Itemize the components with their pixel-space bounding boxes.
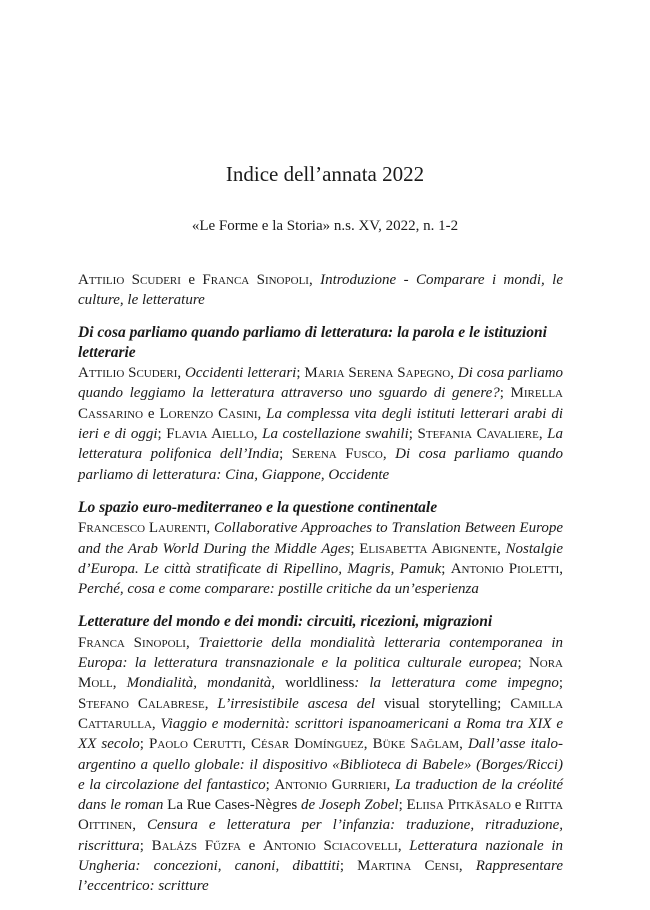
page-title: Indice dell’annata 2022 bbox=[225, 162, 425, 186]
author-name: Serena Fusco bbox=[291, 446, 383, 463]
conjunction: , bbox=[363, 736, 373, 753]
author-name: Antonio Sciacovelli bbox=[263, 837, 398, 854]
article-title-part: worldliness bbox=[285, 675, 355, 692]
article-title-part: : la letteratura come impegno bbox=[354, 675, 559, 692]
sections-container bbox=[78, 323, 563, 897]
separator: , bbox=[308, 272, 321, 288]
article-title: La costellazione swahili bbox=[262, 426, 409, 443]
conjunction: e bbox=[143, 405, 160, 422]
article-title: La letteratura polifonica dell’India bbox=[78, 426, 563, 463]
author-name: Attilio Scuderi bbox=[78, 365, 178, 382]
author-name: Eliisa Pitkäsalo bbox=[406, 797, 511, 814]
author-name: Stefania Cavaliere bbox=[417, 426, 539, 443]
author-name: Martina Censi bbox=[357, 858, 459, 875]
author-name: Antonio Gurrieri bbox=[274, 776, 387, 793]
section-entries: Francesco Laurenti, Collaborative Approaches to Translation Between Europe and the Arab World During the Middle Ages; Elisabetta Abignente, Nostalgie d’Europa. Le città stratificate di Ripellino, Magris, Pamuk; Antonio Pioletti, Perché, cosa e come comparare: postille critiche da un’esperienza bbox=[78, 520, 564, 598]
section-heading: Lo spazio euro-mediterraneo e la questione continentale bbox=[78, 498, 438, 516]
conjunction: e bbox=[180, 272, 203, 288]
article-title-part: de Joseph Zobel bbox=[297, 797, 399, 814]
author-name: Antonio Pioletti bbox=[450, 560, 560, 577]
article-title: Introduzione - Comparare i mondi, le culture, le letterature bbox=[78, 272, 563, 309]
article-title: Perché, cosa e come comparare: postille critiche da un’esperienza bbox=[78, 581, 479, 598]
article-title: Dall’asse italo-argentino a quello globale: il dispositivo «Biblioteca di Babele» (Borges/Ricci) e la circolazione del fantastico bbox=[78, 736, 564, 793]
article-title-part: visual bbox=[383, 695, 420, 712]
conjunction: , bbox=[242, 736, 252, 753]
author-name: Maria Serena Sapegno bbox=[304, 365, 451, 382]
author-name: Balázs Fűzfa bbox=[151, 837, 241, 854]
article-title-part: storytelling bbox=[419, 695, 498, 712]
author-name: Camilla Cattarulla bbox=[78, 695, 564, 732]
article-title: Traiettorie della mondialità letteraria contemporanea in Europa: la letteratura transnazionale e la politica culturale europea bbox=[78, 634, 563, 672]
article-title: Rappresentare l’eccentrico: scritture bbox=[78, 858, 563, 895]
author-name: Attilio Scuderi bbox=[78, 272, 181, 288]
author-name: Paolo Cerutti bbox=[149, 736, 243, 753]
author-name: Franca Sinopoli bbox=[78, 634, 186, 651]
article-title: Letteratura nazionale in Ungheria: concezioni, canoni, dibattiti bbox=[78, 837, 564, 875]
author-name: Francesco Laurenti bbox=[78, 520, 207, 537]
section-heading: Letterature del mondo e dei mondi: circuiti, ricezioni, migrazioni bbox=[78, 613, 493, 631]
author-name: Lorenzo Casini bbox=[159, 405, 258, 422]
author-name: Stefano Calabrese bbox=[78, 695, 205, 712]
author-name: Mirella Cassarino bbox=[78, 385, 563, 422]
section-heading: Di cosa parliamo quando parliamo di letteratura: la parola e le istituzioni letterarie bbox=[78, 323, 547, 361]
table-of-contents bbox=[78, 270, 563, 910]
author-name: Elisabetta Abignente bbox=[359, 540, 498, 557]
article-title: La complessa vita degli istituti letterari arabi di ieri e di oggi bbox=[78, 405, 563, 443]
conjunction: e bbox=[240, 837, 264, 854]
article-title-part: Mondialità, mondanità, bbox=[126, 675, 286, 692]
section-entries: Attilio Scuderi, Occidenti letterari; Maria Serena Sapegno, Di cosa parliamo quando leggiamo la letteratura attraverso uno sguardo di genere?; Mirella Cassarino e Lorenzo Casini, La complessa vita degli istituti letterari arabi di ieri e di oggi; Flavia Aiello, La costellazione swahili; Stefania Cavaliere, La letteratura polifonica dell’India; Serena Fusco, Di cosa parliamo quando parliamo di letteratura: Cina, Giappone, Occidente bbox=[78, 365, 564, 483]
intro-entry bbox=[78, 270, 563, 311]
article-title: Occidenti letterari bbox=[185, 365, 297, 382]
conjunction: e bbox=[510, 797, 526, 814]
author-name: Flavia Aiello bbox=[166, 426, 254, 443]
article-title-part: La Rue Cases-Nègres bbox=[167, 797, 298, 814]
journal-subtitle: «Le Forme e la Storia» n.s. XV, 2022, n. 1-2 bbox=[191, 218, 459, 234]
article-title: Nostalgie d’Europa. Le città stratificate di Ripellino, Magris, Pamuk bbox=[78, 540, 563, 577]
article-title-part: L’irresistibile ascesa del bbox=[217, 695, 384, 712]
article-title: Collaborative Approaches to Translation Between Europe and the Arab World During the Middle Ages bbox=[78, 520, 564, 557]
article-title: Di cosa parliamo quando parliamo di letteratura: Cina, Giappone, Occidente bbox=[78, 446, 564, 483]
author-name: Franca Sinopoli bbox=[202, 272, 309, 288]
author-name: Büke Sağlam bbox=[372, 736, 460, 753]
author-name: Riitta Oittinen bbox=[78, 797, 564, 834]
article-title-part: La traduction de la créolité dans le roman bbox=[78, 776, 564, 814]
author-name: César Domínguez bbox=[251, 736, 364, 753]
section-entries: Franca Sinopoli, Traiettorie della mondialità letteraria contemporanea in Europa: la letteratura transnazionale e la politica culturale europea; Nora Moll, Mondialità, mondanità, worldliness: la letteratura come impegno; Stefano Calabrese, L’irresistibile ascesa del visual storytelling; Camilla Cattarulla, Viaggio e modernità: scrittori ispanoamericani a Roma tra XIX e XX secolo; Paolo Cerutti, César Domínguez, Büke Sağlam, Dall’asse italo-argentino a quello globale: il dispositivo «Biblioteca di Babele» (Borges/Ricci) e la circolazione del fantastico; Antonio Gurrieri, La traduction de la créolité dans le roman La Rue Cases-Nègres de Joseph Zobel; Eliisa Pitkäsalo e Riitta Oittinen, Censura e letteratura per l’infanzia: traduzione, ritraduzione, riscrittura; Balázs Fűzfa e Antonio Sciacovelli, Letteratura nazionale in Ungheria: concezioni, canoni, dibattiti; Martina Censi, Rappresentare l’eccentrico: scritture bbox=[78, 634, 564, 895]
article-title: Viaggio e modernità: scrittori ispanoamericani a Roma tra XIX e XX secolo bbox=[78, 715, 564, 753]
author-name: Nora Moll bbox=[78, 655, 563, 692]
article-title: Censura e letteratura per l’infanzia: traduzione, ritraduzione, riscrittura bbox=[78, 817, 563, 854]
article-title: Di cosa parliamo quando leggiamo la letteratura attraverso uno sguardo di genere? bbox=[78, 365, 564, 402]
